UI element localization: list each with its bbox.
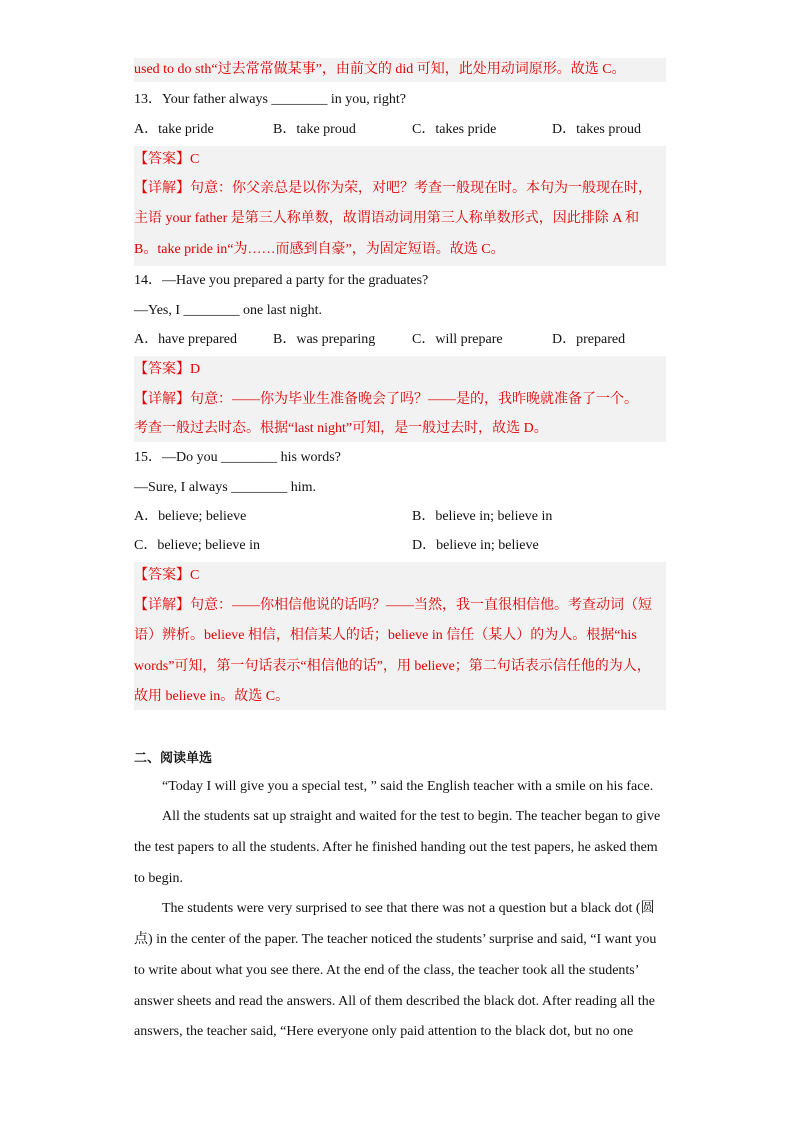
q13-answer: 【答案】C xyxy=(134,152,200,167)
passage-line: All the students sat up straight and waited for the test to begin. The teacher began to give xyxy=(162,809,661,824)
question-15-stem-2: —Sure, I always ________ him. xyxy=(134,480,316,495)
question-15-stem: 15．—Do you ________ his words? xyxy=(134,450,341,465)
q13-detail-line: B。take pride in“为……而感到自豪”，为固定短语。故选 C。 xyxy=(134,242,505,257)
q14-option-a: A．have prepared xyxy=(134,332,238,347)
question-13-stem: 13．Your father always ________ in you, right? xyxy=(134,92,406,107)
passage-line: “Today I will give you a special test, ” said the English teacher with a smile on his face. xyxy=(162,779,654,794)
q14-answer: 【答案】D xyxy=(134,362,201,377)
passage-line: answers, the teacher said, “Here everyone only paid attention to the black dot, but no one xyxy=(134,1024,634,1039)
question-14-stem: 14．—Have you prepared a party for the graduates? xyxy=(134,273,429,288)
q14-detail-line: 考查一般过去时态。根据“last night”可知，是一般过去时，故选 D。 xyxy=(134,421,548,436)
q14-answer-box xyxy=(134,356,666,442)
q15-detail-line: 语）辨析。believe 相信，相信某人的话；believe in 信任（某人）的为人。根据“his xyxy=(134,628,637,643)
passage-line: answer sheets and read the answers. All of them described the black dot. After reading all the xyxy=(134,994,655,1009)
passage-line: the test papers to all the students. After he finished handing out the test papers, he asked them xyxy=(134,840,658,855)
q15-option-c: C．believe; believe in xyxy=(134,538,260,553)
passage-line: to begin. xyxy=(134,871,183,886)
explanation-box xyxy=(134,58,666,82)
q13-option-b: B．take proud xyxy=(273,122,356,137)
question-14-stem-2: —Yes, I ________ one last night. xyxy=(134,303,322,318)
passage-line: to write about what you see there. At the end of the class, the teacher took all the students’ xyxy=(134,963,640,978)
passage-line: The students were very surprised to see that there was not a question but a black dot (圆 xyxy=(162,901,655,916)
q14-option-b: B．was preparing xyxy=(273,332,376,347)
q13-answer-box xyxy=(134,146,666,266)
q13-detail-line: 【详解】句意：你父亲总是以你为荣，对吧？考查一般现在时。本句为一般现在时， xyxy=(134,181,652,196)
q14-option-d: D．prepared xyxy=(552,332,626,347)
q15-option-a: A．believe; believe xyxy=(134,509,247,524)
q13-option-c: C．takes pride xyxy=(412,122,497,137)
q15-option-b: B．believe in; believe in xyxy=(412,509,553,524)
q13-option-a: A．take pride xyxy=(134,122,214,137)
q13-option-d: D．takes proud xyxy=(552,122,642,137)
q14-option-c: C．will prepare xyxy=(412,332,503,347)
q14-detail-line: 【详解】句意：——你为毕业生准备晚会了吗？——是的，我昨晚就准备了一个。 xyxy=(134,392,638,407)
q15-detail-line: words”可知，第一句话表示“相信他的话”，用 believe；第二句话表示信任他的为人， xyxy=(134,659,651,674)
q15-option-d: D．believe in; believe xyxy=(412,538,539,553)
passage-line: 点) in the center of the paper. The teacher noticed the students’ surprise and said, “I want you xyxy=(134,932,657,947)
section-title: 二、阅读单选 xyxy=(134,751,213,766)
q15-detail-line: 【详解】句意：——你相信他说的话吗？——当然，我一直很相信他。考查动词（短 xyxy=(134,598,652,613)
q15-answer-box xyxy=(134,562,666,710)
q15-detail-line: 故用 believe in。故选 C。 xyxy=(134,689,290,704)
q13-detail-line: 主语 your father 是第三人称单数，故谓语动词用第三人称单数形式，因此排除 A 和 xyxy=(134,211,640,226)
q15-answer: 【答案】C xyxy=(134,568,200,583)
explanation-text: used to do sth“过去常常做某事”，由前文的 did 可知，此处用动词原形。故选 C。 xyxy=(134,62,626,77)
